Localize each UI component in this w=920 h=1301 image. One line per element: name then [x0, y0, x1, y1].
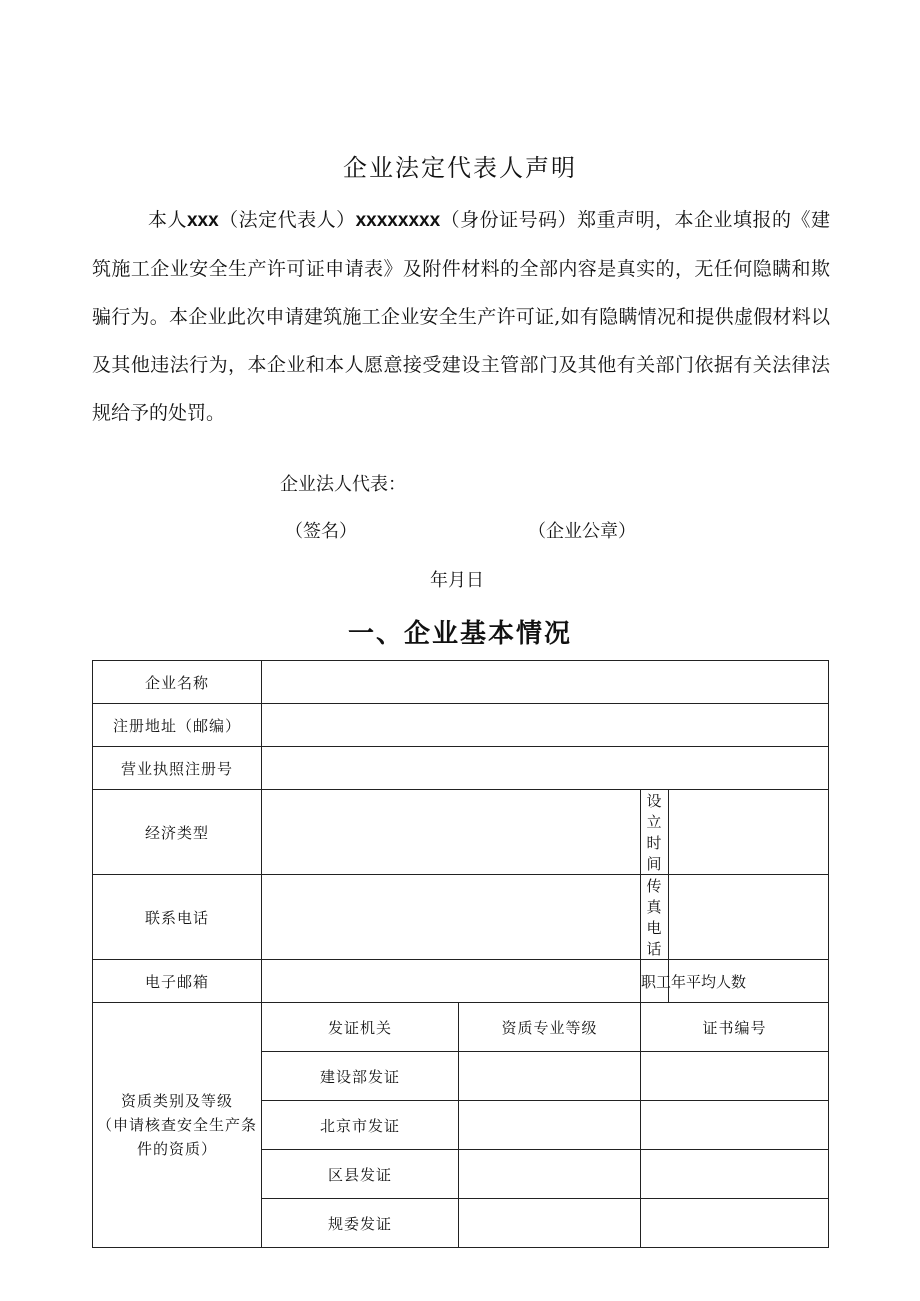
grade-field[interactable] [459, 1199, 641, 1248]
declaration-title: 企业法定代表人声明 [343, 154, 577, 182]
fax-field[interactable] [669, 875, 829, 960]
email-field[interactable] [262, 960, 641, 1003]
cert-no-field[interactable] [641, 1101, 829, 1150]
date-label: 年月日 [430, 570, 484, 591]
email-label: 电子邮箱 [93, 960, 262, 1003]
avg-staff-label: 职工年平均人数 [641, 960, 669, 1003]
cert-no-field[interactable] [641, 1052, 829, 1101]
issuer-ministry: 建设部发证 [262, 1052, 459, 1101]
table-row [93, 960, 829, 1003]
company-name-label: 企业名称 [93, 661, 262, 704]
para-prefix: 本人 [148, 209, 187, 231]
founded-field[interactable] [669, 790, 829, 875]
license-no-field[interactable] [262, 747, 829, 790]
qualification-label-line1: 资质类别及等级 [120, 1092, 233, 1110]
founded-label: 设立时间 [641, 790, 669, 875]
fax-label: 传真电话 [641, 875, 669, 960]
table-row [93, 790, 829, 875]
table-row [93, 747, 829, 790]
table-row [93, 875, 829, 960]
rep-role: （法定代表人） [218, 209, 356, 231]
grade-field[interactable] [459, 1150, 641, 1199]
qualification-label [93, 1003, 262, 1248]
cert-no-field[interactable] [641, 1150, 829, 1199]
grade-field[interactable] [459, 1101, 641, 1150]
address-field[interactable] [262, 704, 829, 747]
econ-type-label: 经济类型 [93, 790, 262, 875]
rep-name: xxx [186, 210, 219, 231]
phone-label: 联系电话 [93, 875, 262, 960]
table-row [93, 704, 829, 747]
company-name-field[interactable] [262, 661, 829, 704]
header-grade: 资质专业等级 [459, 1003, 641, 1052]
company-info-table [92, 660, 829, 1248]
qualification-label-line2: （申请核查安全生产条件的资质） [97, 1116, 258, 1158]
id-number: xxxxxxxx [355, 210, 441, 231]
table-row [93, 661, 829, 704]
table-row [93, 1003, 829, 1052]
license-no-label: 营业执照注册号 [93, 747, 262, 790]
declaration-paragraph [92, 196, 830, 437]
signer-label: 企业法人代表： [280, 474, 406, 495]
issuer-district: 区县发证 [262, 1150, 459, 1199]
section-title: 一、企业基本情况 [347, 619, 572, 649]
header-cert-no: 证书编号 [641, 1003, 829, 1052]
seal-label: （企业公章） [528, 521, 636, 542]
phone-field[interactable] [262, 875, 641, 960]
address-label: 注册地址（邮编） [93, 704, 262, 747]
grade-field[interactable] [459, 1052, 641, 1101]
issuer-planning: 规委发证 [262, 1199, 459, 1248]
header-issuer: 发证机关 [262, 1003, 459, 1052]
signature-label: （签名） [285, 521, 357, 542]
para-body: （身份证号码）郑重声明，本企业填报的《建筑施工企业安全生产许可证申请表》及附件材料的全部内容是真实的，无任何隐瞒和欺骗行为。本企业此次申请建筑施工企业安全生产许可证,如有隐瞒情况和提供虚假材料以及其他违法行为，本企业和本人愿意接受建设主管部门及其他有关部门依据有关法律法规给予的处罚。 [92, 209, 830, 424]
issuer-beijing: 北京市发证 [262, 1101, 459, 1150]
cert-no-field[interactable] [641, 1199, 829, 1248]
econ-type-field[interactable] [262, 790, 641, 875]
